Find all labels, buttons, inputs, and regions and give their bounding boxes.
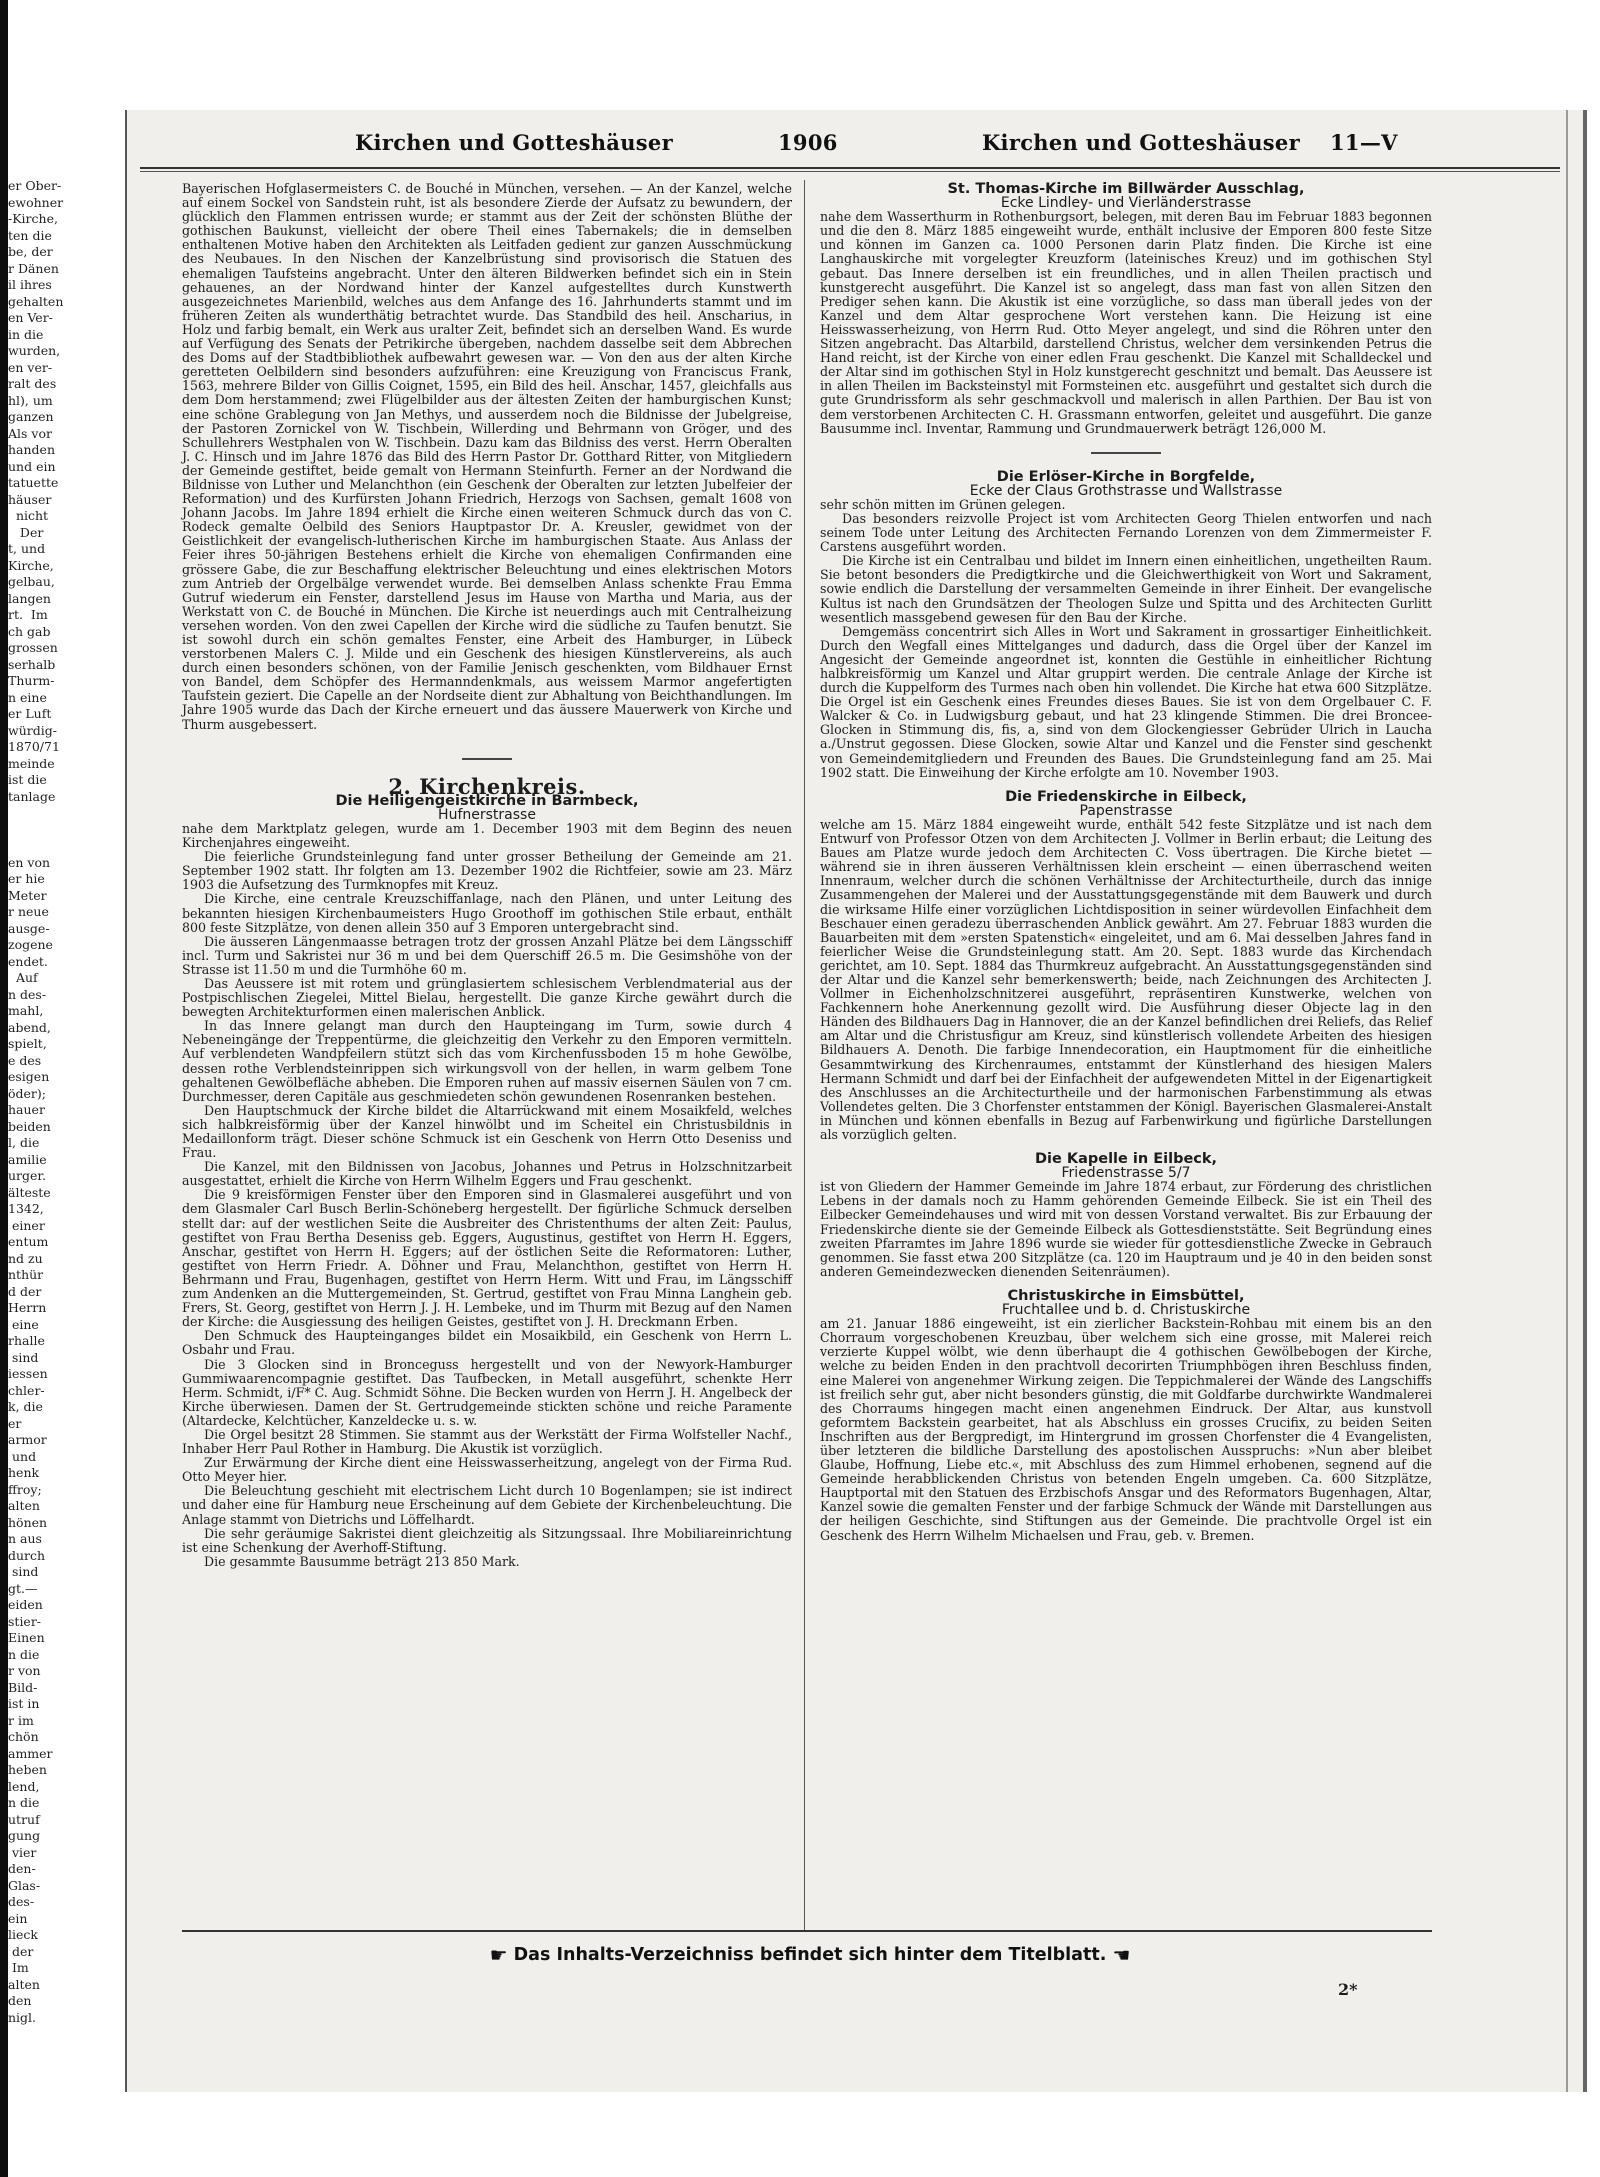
scan-edge [0,0,8,2177]
heiligengeist-paragraph: Die gesammte Bausumme beträgt 213 850 Mark. [204,1553,520,1569]
heiligengeist-title: Die Heiligengeistkirche in Barmbeck, [335,792,639,809]
heiligengeist-paragraph: Zur Erwärmung der Kirche dient eine Heisswasserheitzung, angelegt von der Firma Rud. Otto Meyer hier. [182,1455,792,1485]
adjacent-page-fragment: er Ober- ewohner -Kirche, ten die be, der r Dänen il ihres gehalten en Ver- in die wurden, en ver- ralt des hl), um ganzen Als vor handen und ein tatuette häuser nicht Der t, und Kirche, gelbau, langen rt. Im ch gab grossen serhalb Thurm- n eine er Luft würdig- 1870/71 meinde ist die tanlage en von er hie Meter r neue ausge- zogene endet. Auf n des- mahl, abend, spielt, e des esigen öder); hauer beiden l, die amilie urger. älteste 1342, einer entum nd zu nthür d der Herrn eine rhalle sind iessen chler- k, die er armor und henk ffroy; alten hönen n aus durch sind gt.— eiden stier- Einen n die r von Bild- ist in r im chön ammer heben lend, n die utruf gung vier den- Glas- des- ein lieck der Im alten den nigl. [8,178,64,2025]
frieden-subtitle: Papenstrasse [1079,802,1173,819]
signature-mark: 2* [1338,1980,1358,1999]
heiligengeist-paragraph: Die äusseren Längenmaasse betragen trotz der grossen Anzahl Plätze bei dem Längsschiff incl. Turm und Sakristei nur 36 m und bei dem Querschiff 26.5 m. Die Gesimshöhe von der Strasse ist 11.50 m und die Turmhöhe 60 m. [182,933,792,977]
petri-continuation-text: Bayerischen Hofglasermeisters C. de Bouché in München, versehen. — An der Kanzel, welche auf einem Sockel von Sandstein ruht, ist als besondere Zierde der Aufsatz zu bewundern, der glücklich den Flammen entrissen wurde; er stammt aus der Zeit der schönsten Blüthe der gothischen Baukunst, vielleicht der obere Theil eines Tabernakels; die in demselben enthaltenen Motive haben den Architekten als Leitfaden gedient zur ganzen Ausschmückung des Neubaues. In den Nischen der Kanzelbrüstung sind provisorisch die Statuen des ehemaligen Taufsteins angebracht. Unter den älteren Bildwerken befindet sich ein in Stein gehauenes, an der Nordwand hinter der Kanzel aufgestelltes durch Kunstwerth ausgezeichnetes Marienbild, welches aus dem Anfange des 16. Jahrhunderts stammt und im früheren Zeiten als wunderthätig betrachtet wurde. Das Standbild des heil. Anscharius, in Holz und farbig bemalt, ein Werk aus uralter Zeit, befindet sich an derselben Wand. Es wurde auf Verfügung des Senats der Petrikirche übergeben, nachdem dasselbe seit dem Abbrechen des Doms auf der Stadtbibliothek aufbewahrt gewesen war. — Von den aus der alten Kirche geretteten Oelbildern sind besonders aufzuführen: eine Kreuzigung von Franciscus Frank, 1563, mehrere Bilder von Gillis Coignet, 1595, ein Bild des heil. Anschar, 1457, gleichfalls aus dem Dom herstammend; zwei Flügelbilder aus der ältesten Zeiten der hamburgischen Kunst; eine schöne Grablegung von Jan Methys, und ausserdem noch die Bildnisse der Jubelgreise, der Pastoren Zornickel von W. Tischbein, Willerding und Behrmann von Gröger, und des Schullehrers Westphalen von W. Tischbein. Dazu kam das Bildniss des verst. Herrn Oberalten J. C. Hinsch und im Jahre 1876 das Bild des Herrn Pastor Dr. Gotthard Ritter, von Mitgliedern der Gemeinde gestiftet, beide gemalt von Hermann Steinfurth. Ferner an der Nordwand die Bildnisse von Luther und Melanchthon (ein Geschenk der Oberalten zur letzten Jubelfeier der Reformation) und des Kurfürsten Johann Friedrich, Herzogs von Sachsen, gemalt 1608 von Johann Jacobs. Im Jahre 1894 erhielt die Kirche einen weiteren Schmuck durch das von C. Rodeck gemalte Oelbild des Seniors Hauptpastor Dr. A. Kreusler, gewidmet von der Geistlichkeit der evangelisch-lutherischen Kirche im hamburgischen Staate. Aus Anlass der Feier ihres 50-jährigen Bestehens erhielt die Kirche von ehemaligen Confirmanden eine grössere Gabe, die zur Beschaffung elektrischer Beleuchtung und eines elektrischen Motors zum Antrieb der Orgelbälge verwendet wurde. Bei demselben Anlass schenkte Frau Emma Gutruf wiederum ein Fenster, darstellend Jesus im Hause von Martha und Maria, aus der Werkstatt von C. de Bouché in München. Die Kirche ist neuerdings auch mit Centralheizung versehen worden. Von den zwei Capellen der Kirche wird die südliche zu Taufen benutzt. Sie ist sowohl durch ein schön gemaltes Fenster, eine Arbeit des Hamburger, in Lübeck verstorbenen Malers C. J. Milde und ein Geschenk des hiesigen Künstlervereins, als auch durch einen besonders schönen, von der Familie Jenisch geschenkten, vom Bildhauer Ernst von Bandel, dem Schöpfer des Hermanndenkmals, aus weissem Marmor angefertigten Taufstein geziert. Die Capelle an der Nordseite dient zur Abhaltung von Beichthandlungen. Im Jahre 1905 wurde das Dach der Kirche erneuert und das äussere Mauerwerk von Kirche und Thurm ausgebessert. [182,181,792,732]
heiligengeist-paragraph: Den Hauptschmuck der Kirche bildet die Altarrückwand mit einem Mosaikfeld, welches sich halbkreisförmig über der Kanzel hinwölbt und im Scheitel ein Christusbildnis in Medaillonform trägt. Dieser schöne Schmuck ist ein Geschenk von Herrn Otto Deseniss und Frau. [182,1102,792,1161]
erloeser-paragraph: Demgemäss concentrirt sich Alles in Wort und Sakrament in grossartiger Einheitlichkeit. Durch den Wegfall eines Mittelganges und dadurch, dass die Orgel über der Kanzel im Angesicht der Gemeinde angeordnet ist, konnten die Gestühle in einheitlicher Richtung halbkreisförmig um Kanzel und Altar gruppirt werden. Die centrale Anlage der Kirche ist durch die Kuppelform des Turmes nach oben hin vollendet. Die Kirche hat etwa 600 Sitzplätze. Die Orgel ist ein Geschenk eines Freundes dieses Baues. Sie ist von dem Orgelbauer C. F. Walcker & Co. in Ludwigsburg gebaut, und hat 23 klingende Stimmen. Die drei Broncee-Glocken in Stimmung dis, fis, a, sind von dem Glockengiesser Gebrüder Ulrich in Laucha a./Unstrut gegossen. Diese Glocken, sowie Altar und Kanzel und die Fenster sind geschenkt von Gemeindemitgliedern und Freunden des Baues. Die Grundsteinlegung fand am 25. Mai 1902 statt. Die Einweihung der Kirche erfolgte am 10. November 1903. [820,623,1432,780]
heiligengeist-subtitle: Hufnerstrasse [438,806,536,823]
heiligengeist-paragraph: Die 9 kreisförmigen Fenster über den Emporen sind in Glasmalerei ausgeführt und von dem Glasmaler Carl Busch Berlin-Schöneberg hergestellt. Der figürliche Schmuck derselben stellt dar: auf der westlichen Seite die Ausbreiter des Christenthums der alten Zeit: Paulus, gestiftet von Frau Bertha Deseniss geb. Eggers, Augustinus, gestiftet von Herrn H. Eggers, Anschar, gestiftet von Herrn H. Eggers; auf der östlichen Seite die Reformatoren: Luther, gestiftet von Herrn Friedr. A. Döhner und Frau, Melanchthon, gestiftet von Herrn H. Behrmann und Frau, Bugenhagen, gestiftet von Herrn Herm. Witt und Frau, im Längsschiff zum Andenken an die Muttergemeinden, St. Gertrud, gestiftet von Frau Minna Langhein geb. Frers, St. Georg, gestiftet von Herrn J. J. H. Lembeke, und im Thurm mit Bezug auf den Namen der Kirche: die Ausgiessung des heiligen Geistes, gestiftet von J. H. Dreckmann Erben. [182,1187,792,1330]
erloeser-paragraph: Das besonders reizvolle Project ist vom Architecten Georg Thielen entworfen und nach seinem Tode unter Leitung des Architecten Fernando Lorenzen von dem Zimmermeister F. Carstens ausgeführt worden. [820,510,1432,555]
frieden-title: Die Friedenskirche in Eilbeck, [1005,788,1247,805]
heiligengeist-paragraph: Die 3 Glocken sind in Bronceguss hergestellt und von der Newyork-Hamburger Gummiwaarencompagnie gestiftet. Das Taufbecken, in Metall ausgeführt, schenkte Herr Herm. Schmidt, i/F* C. Aug. Schmidt Söhne. Die Becken wurden von Herrn J. H. Angelbeck der Kirche überwiesen. Damen der St. Gertrudgemeinde stickten schöne und reiche Paramente (Altardecke, Kelchtücher, Kanzeldecke u. s. w. [182,1356,792,1428]
right-column [820,182,1432,1543]
erloeser-title: Die Erlöser-Kirche in Borgfelde, [996,468,1256,485]
heiligengeist-paragraph: nahe dem Marktplatz gelegen, wurde am 1. December 1903 mit dem Beginn des neuen Kirchenjahres eingeweiht. [182,820,792,851]
heiligengeist-paragraph: Die feierliche Grundsteinlegung fand unter grosser Betheilung der Gemeinde am 21. September 1902 statt. Ihr folgten am 13. Dezember 1902 die Richtfeier, sowie am 23. März 1903 die Aufsetzung des Turmknopfes mit Kreuz. [182,849,792,893]
index-notice-text: Das Inhalts-Verzeichniss befindet sich hinter dem Titelblatt. [513,1945,1107,1965]
header-rule-thin [140,171,1560,172]
pointing-hand-right-icon: ☛ [489,1943,508,1967]
heiligengeist-paragraph: Die Kirche, eine centrale Kreuzschiffanlage, nach den Plänen, und unter Leitung des bekannten hiesigen Kirchenbaumeisters Hugo Groothoff im gothischen Stile erbaut, enthält 800 feste Sitzplätze, von denen allein 350 auf 3 Emporen untergebracht sind. [182,891,792,935]
page-edge-line [1566,110,1568,2092]
heiligengeist-paragraph: Das Aeussere ist mit rotem und grünglasiertem schlesischem Verblendmaterial aus der Postpischlischen Ziegelei, Mittel Bielau, hergestellt. Die ganze Kirche gewährt durch die bewegten Architekturformen einen malerischen Anblick. [182,975,792,1020]
page-edge-shadow [1583,110,1587,2092]
thomas-subtitle: Ecke Lindley- und Vierländerstrasse [1000,195,1252,212]
index-notice [410,1943,1210,1967]
kirchenkreis-heading: 2. Kirchenkreis. [388,773,586,799]
running-head-year: 1906 [778,130,838,155]
erloeser-subtitle: Ecke der Claus Grothstrasse und Wallstrasse [969,482,1283,499]
heiligengeist-paragraph: Den Schmuck des Haupteinganges bildet ein Mosaikbild, ein Geschenk von Herrn L. Osbahr und Frau. [182,1328,792,1358]
heiligengeist-paragraph: In das Innere gelangt man durch den Haupteingang im Turm, sowie durch 4 Nebeneingänge der Treppentürme, die gleichzeitig den Verkehr zu den Emporen vermitteln. Auf verblendeten Wandpfeilern stützt sich das vom Kirchenfussboden 15 m hohe Gewölbe, dessen rothe Verblendsteinrippen sich wirkungsvoll von der hellen, in warm gelbem Tone gehaltenen Gewölbefläche abheben. Die Emporen ruhen auf massiv eisernen Säulen von 7 cm. Durchmesser, deren Capitäle aus geschmiedeten schön gewundenen Rosenranken bestehen. [182,1018,792,1104]
running-head-left: Kirchen und Gotteshäuser [355,130,673,155]
column-divider [804,180,805,1932]
left-column [182,182,792,1569]
christus-title: Christuskirche in Eimsbüttel, [1007,1287,1245,1304]
christus-text: am 21. Januar 1886 eingeweiht, ist ein zierlicher Backstein-Rohbau mit einem bis an den Chorraum vorgeschobenen Kreuzbau, über welchem sich eine grosse, mit Malerei reich verzierte Kuppel wölbt, wie denn überhaupt die 4 gothischen Gewölbebogen der Kirche, welche zu beiden Enden in den prachtvoll decorirten Triumphbögen ihren Beschluss finden, eine Malerei von angenehmer Wirkung zeigen. Die Teppichmalerei der Wände des Langschiffs ist freilich sehr gut, aber nicht besonders günstig, die mit Goldfarbe durchwirkte Wandmalerei des Chorraums hingegen macht einen angenehmen Eindruck. Der Altar, aus kunstvoll geformtem Backstein gearbeitet, hat als Abschluss ein grosses Crucifix, zu beiden Seiten Inschriften aus der Bergpredigt, im Hintergrund im grossen Chorfenster die 4 Evangelisten, über letzteren die bildliche Darstellung des apostolischen Ausspruchs: »Nun aber bleibet Glaube, Hoffnung, Liebe etc.«, mit Abschluss des zum Himmel erhobenen, segnend auf die Gemeinde herabblickenden Christus von betenden Engeln umgeben. Ca. 600 Sitzplätze, Hauptportal mit den Statuen des Erzbischofs Ansgar und des Reformators Bugenhagen, Altar, Kanzel sowie die gemalten Fenster und der farbige Schmuck der Wände mit Darstellungen aus der heiligen Geschichte, sind Stiftungen aus der Gemeinde. Die prachtvolle Orgel ist ein Geschenk des Herrn Wilhelm Michaelsen und Frau, geb. v. Bremen. [820,1316,1432,1543]
heiligengeist-paragraph: Die Kanzel, mit den Bildnissen von Jacobus, Johannes und Petrus in Holzschnitzarbeit ausgestattet, erhielt die Kirche von Herrn Wilhelm Eggers und Frau geschenkt. [182,1159,792,1189]
pointing-hand-left-icon: ☚ [1112,1943,1131,1967]
heiligengeist-paragraph: Die Beleuchtung geschieht mit electrischem Licht durch 10 Bogenlampen; sie ist indirect und daher eine für Hamburg neue Erscheinung auf dem Gebiete der Kirchenbeleuchtung. Die Anlage stammt von Dietrichs und Löffelhardt. [182,1483,792,1527]
footer-rule [182,1930,1432,1932]
heiligengeist-paragraph: Die Orgel besitzt 28 Stimmen. Sie stammt aus der Werkstätt der Firma Wolfsteller Nachf., Inhaber Herr Paul Rother in Hamburg. Die Akustik ist vorzüglich. [182,1426,792,1457]
page-number: 11—V [1330,130,1398,155]
header-rule [140,167,1560,169]
kapelle-text: ist von Gliedern der Hammer Gemeinde im Jahre 1874 erbaut, zur Förderung des christlichen Lebens in der damals noch zu Hamm gehörenden Gemeinde Eilbeck. Sie ist ein Theil des Eilbecker Gemeindehauses und wird mit von dessen Vorstand verwaltet. Bis zur Erbauung der Friedenskirche diente sie der Gemeinde Eilbeck als Gottesdienststätte. Seit Begründung eines zweiten Pfarramtes im Jahre 1896 wurde sie wieder für gottesdienstliche Zwecke in Gebrauch genommen. Sie fasst etwa 200 Sitzplätze (ca. 120 im Hauptraum und je 40 in den beiden sonst anderen Gemeindezwecken dienenden Seitenräumen). [820,1179,1432,1279]
thomas-text: nahe dem Wasserthurm in Rothenburgsort, belegen, mit deren Bau im Februar 1883 begonnen und die den 8. März 1885 eingeweiht wurde, enthält inclusive der Emporen 800 feste Sitze und können im Ganzen ca. 1000 Personen darin Platz finden. Die Kirche ist eine Langhauskirche mit vorgelegter Kreuzform (lateinisches Kreuz) und im gothischen Styl gebaut. Das Innere derselben ist ein freundliches, und in allen Theilen practisch und kunstgerecht ausgeführt. Die Kanzel ist so angelegt, dass man fast von allen Sitzen den Prediger sehen kann. Die Akustik ist eine vorzügliche, so dass man überall jedes von der Kanzel und dem Altar gesprochene Wort verstehen kann. Die Heizung ist eine Heisswasserheizung, von Herrn Rud. Otto Meyer angelegt, und sind die Röhren unter den Sitzen angebracht. Das Altarbild, darstellend Christus, welcher dem versinkenden Petrus die Hand reicht, ist der Kirche von einer edlen Frau geschenkt. Die Kanzel mit Schalldeckel und der Altar sind im gothischen Styl in Holz kunstgerecht geschnitzt und bemalt. Das Aeussere ist in allen Theilen im Backsteinstyl mit Formsteinen etc. ausgeführt und gestaltet sich durch die gute Grundrissform als sehr geschmackvoll und malerisch in allen Parthien. Der Bau ist von dem verstorbenen Architecten C. H. Grassmann entworfen, geleitet und ausgeführt. Die ganze Bausumme incl. Inventar, Rammung und Grundmauerwerk beträgt 126,000 M. [820,209,1432,436]
running-head-right: Kirchen und Gotteshäuser [982,130,1300,155]
erloeser-paragraph: Die Kirche ist ein Centralbau und bildet im Innern einen einheitlichen, ungetheilten Raum. Sie betont besonders die Predigtkirche und die Gleichwerthigkeit von Wort und Sakrament, sowie endlich die Darstellung der versammelten Gemeinde in ihrer Einheit. Der evangelische Kultus ist nach den Grundsätzen der Theologen Sulze und Spitta und des Architecten Gurlitt wesentlich massgebend gewesen für den Bau der Kirche. [820,553,1432,625]
thomas-title: St. Thomas-Kirche im Billwärder Ausschlag, [947,181,1305,197]
kapelle-subtitle: Friedenstrasse 5/7 [1061,1165,1191,1182]
frieden-text: welche am 15. März 1884 eingeweiht wurde, enthält 542 feste Sitzplätze und ist nach dem Entwurf von Professor Otzen von dem Architecten J. Vollmer in Berlin erbaut; die Leitung des Baues am Platze wurde jedoch dem Architecten C. Voss übertragen. Die Kirche bietet — während sie in ihren äusseren Verhältnissen klein erscheint — einen überraschend weiten Innenraum, welcher durch die schönen Verhältnisse der Architecturtheile, durch das innige Zusammengehen der Malerei und der Ausstattungsgegenstände mit dem Bauwerk und durch die wirksame Hilfe einer vorzüglichen Lichtdisposition in seiner würdevollen Einfachheit dem Beschauer einen geradezu überraschenden Anblick gewährt. Am 27. Februar 1883 wurden die Bauarbeiten mit dem »ersten Spatenstich« eingeleitet, und am 6. Mai desselben Jahres fand in feierlicher Weise die Grundsteinlegung statt. Am 20. Sept. 1883 wurde das Kirchendach gerichtet, am 10. Sept. 1884 das Thurmkreuz aufgebracht. An Ausstattungsgegenständen sind der Altar und die Kanzel sehr bemerkenswerth; beide, nach Zeichnungen des Architecten J. Vollmer in Eichenholzschnitzerei ausgeführt, repräsentiren Kunstwerke, welchen von Fachkennern hohe Anerkennung gezollt wird. Die Ausführung dieser Objecte lag in den Händen des Bildhauers Dag in Hannover, die an der Kanzel befindlichen drei Reliefs, das Relief am Altar und die Christusfigur am Kreuz, sind künstlerisch vollendete Arbeiten des hiesigen Bildhauers A. Denoth. Die farbige Innendecoration, ein Hauptmoment für die einheitliche Gesammtwirkung des Kirchenraumes, entstammt der Künstlerhand des hiesigen Malers Hermann Schmidt und darf bei der Einfachheit der aufgewendeten Mittel in der Eigenartigkeit des Anschlusses an die Architecturtheile und der harmonischen Farbenstimmung als etwas Vollendetes gelten. Die 3 Chorfenster entstammen der Königl. Bayerischen Glasmalerei-Anstalt in München und können ebenfalls in Bezug auf Farbenwirkung und figürliche Darstellungen als vorzüglich gelten. [820,816,1432,1142]
christus-subtitle: Fruchtallee und b. d. Christuskirche [1001,1302,1251,1319]
kapelle-title: Die Kapelle in Eilbeck, [1034,1151,1218,1168]
heiligengeist-paragraph: Die sehr geräumige Sakristei dient gleichzeitig als Sitzungssaal. Ihre Mobiliareinrichtung ist eine Schenkung der Averhoff-Stiftung. [182,1525,792,1555]
erloeser-paragraph: sehr schön mitten im Grünen gelegen. [820,496,1066,512]
